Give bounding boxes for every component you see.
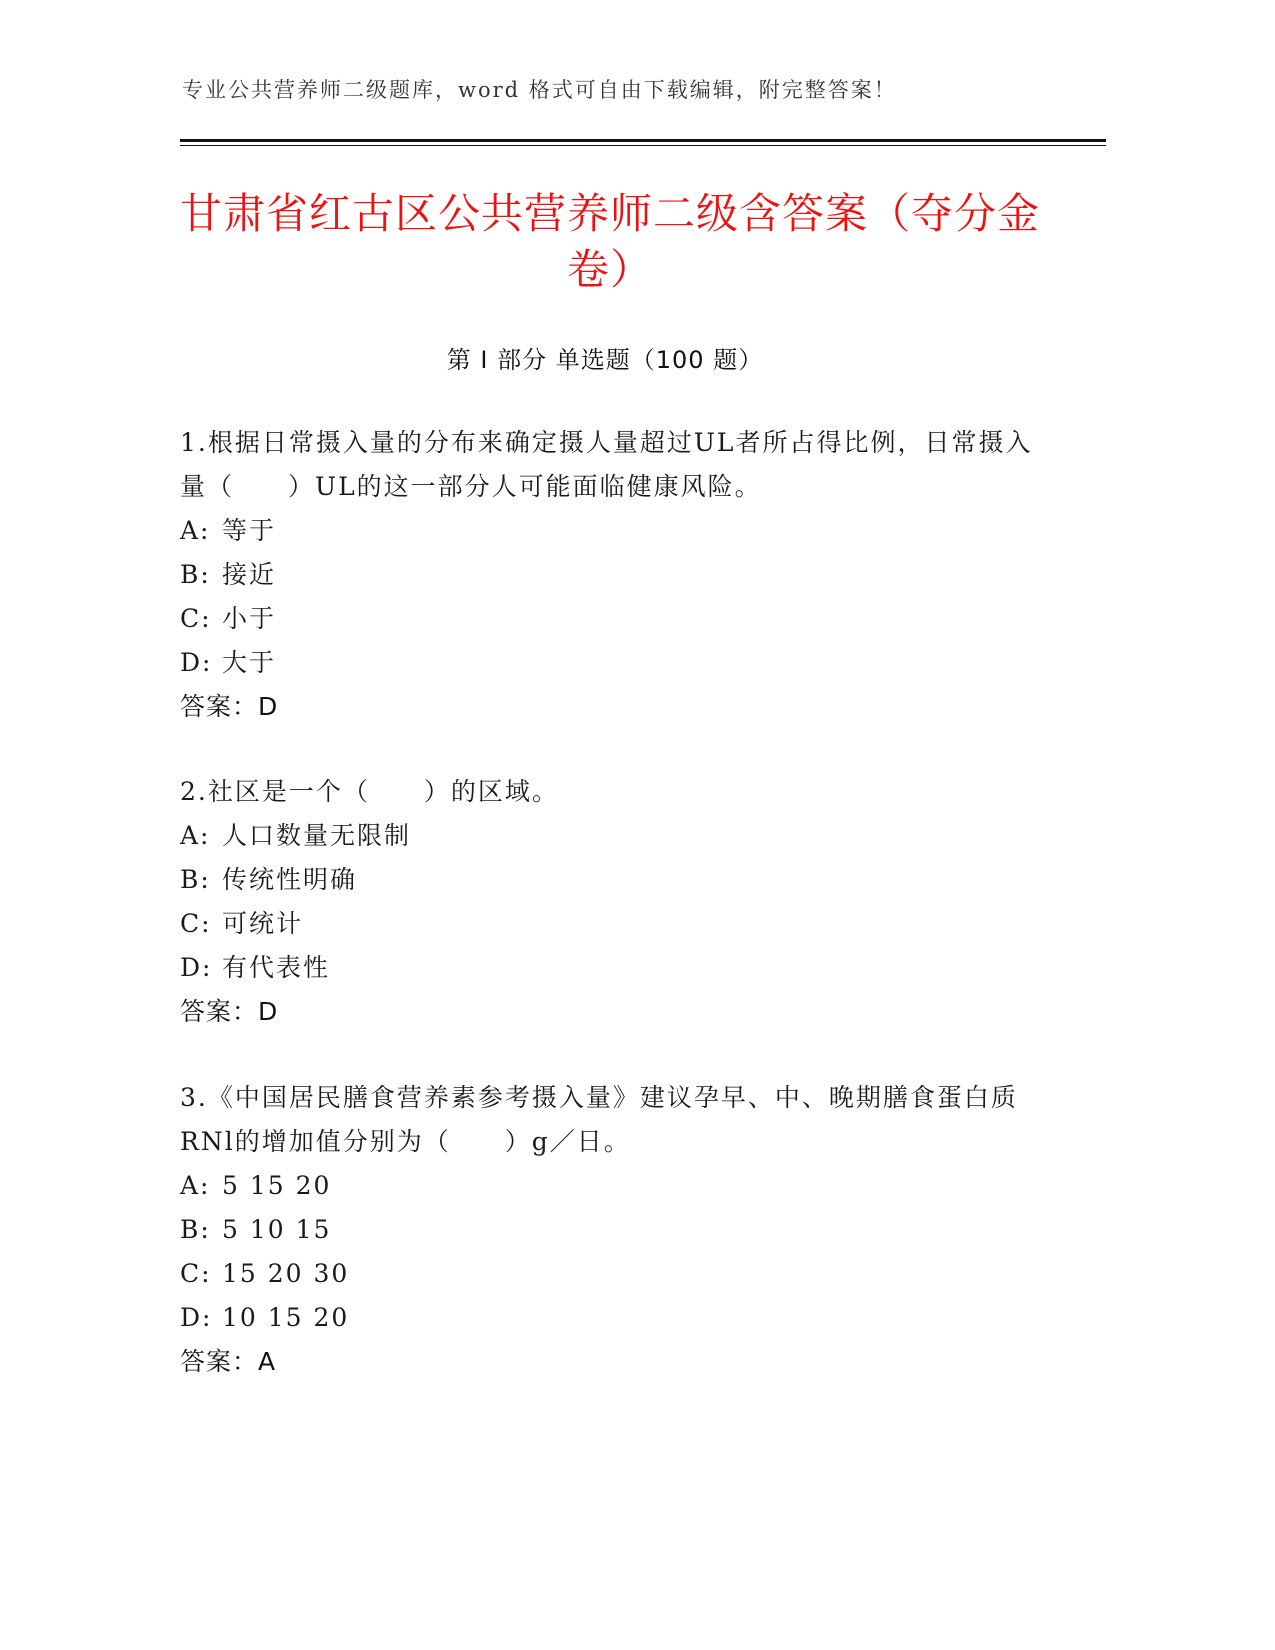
option-b — [180, 553, 1040, 597]
section-title: 第 I 部分 单选题（100 题） — [446, 346, 764, 374]
option-text: 人口数量无限制 — [222, 821, 412, 850]
option-key: D: — [180, 648, 213, 677]
option-key: A: — [180, 821, 211, 850]
option-text: 可统计 — [222, 909, 304, 938]
option-text: 传统性明确 — [222, 865, 358, 894]
option-b — [180, 1208, 1040, 1252]
option-c — [180, 597, 1040, 641]
option-a — [180, 509, 1040, 553]
question-3 — [180, 1076, 1040, 1384]
answer-line: 答案：D — [180, 692, 279, 721]
question-stem: 2.社区是一个（ ）的区域。 — [180, 777, 559, 806]
header-rule-thin — [180, 145, 1106, 146]
option-key: B: — [180, 560, 211, 589]
question-stem: 3.《中国居民膳食营养素参考摄入量》建议孕早、中、晚期膳食蛋白质RNl的增加值分别为（ ）g／日。 — [180, 1083, 1018, 1156]
option-key: B: — [180, 865, 211, 894]
option-text: 有代表性 — [222, 953, 331, 982]
question-1 — [180, 421, 1040, 729]
header-note: 专业公共营养师二级题库，word 格式可自由下载编辑，附完整答案！ — [182, 78, 897, 102]
option-key: D: — [180, 953, 213, 982]
option-d — [180, 641, 1040, 685]
option-c — [180, 902, 1040, 946]
option-key: A: — [180, 1171, 211, 1200]
option-d — [180, 946, 1040, 990]
option-d — [180, 1296, 1040, 1340]
option-text: 大于 — [222, 648, 277, 677]
option-a — [180, 814, 1040, 858]
option-key: C: — [180, 909, 212, 938]
option-b — [180, 858, 1040, 902]
document-title: 甘肃省红古区公共营养师二级含答案（夺分金卷） — [179, 189, 1040, 294]
option-key: B: — [180, 1215, 211, 1244]
answer-line: 答案：A — [180, 1347, 277, 1376]
question-2 — [180, 770, 1040, 1034]
option-text: 15 20 30 — [222, 1259, 350, 1288]
option-key: D: — [180, 1303, 213, 1332]
option-key: C: — [180, 1259, 212, 1288]
header-rule-thick — [180, 139, 1106, 142]
answer-line: 答案：D — [180, 997, 279, 1026]
option-text: 等于 — [222, 516, 277, 545]
option-key: C: — [180, 604, 212, 633]
option-text: 5 10 15 — [222, 1215, 332, 1244]
option-text: 5 15 20 — [222, 1171, 332, 1200]
option-a — [180, 1164, 1040, 1208]
option-text: 小于 — [222, 604, 277, 633]
option-key: A: — [180, 516, 211, 545]
option-text: 10 15 20 — [222, 1303, 350, 1332]
option-text: 接近 — [222, 560, 277, 589]
option-c — [180, 1252, 1040, 1296]
question-stem: 1.根据日常摄入量的分布来确定摄人量超过UL者所占得比例，日常摄入量（ ）UL的这一部分人可能面临健康风险。 — [180, 428, 1033, 501]
